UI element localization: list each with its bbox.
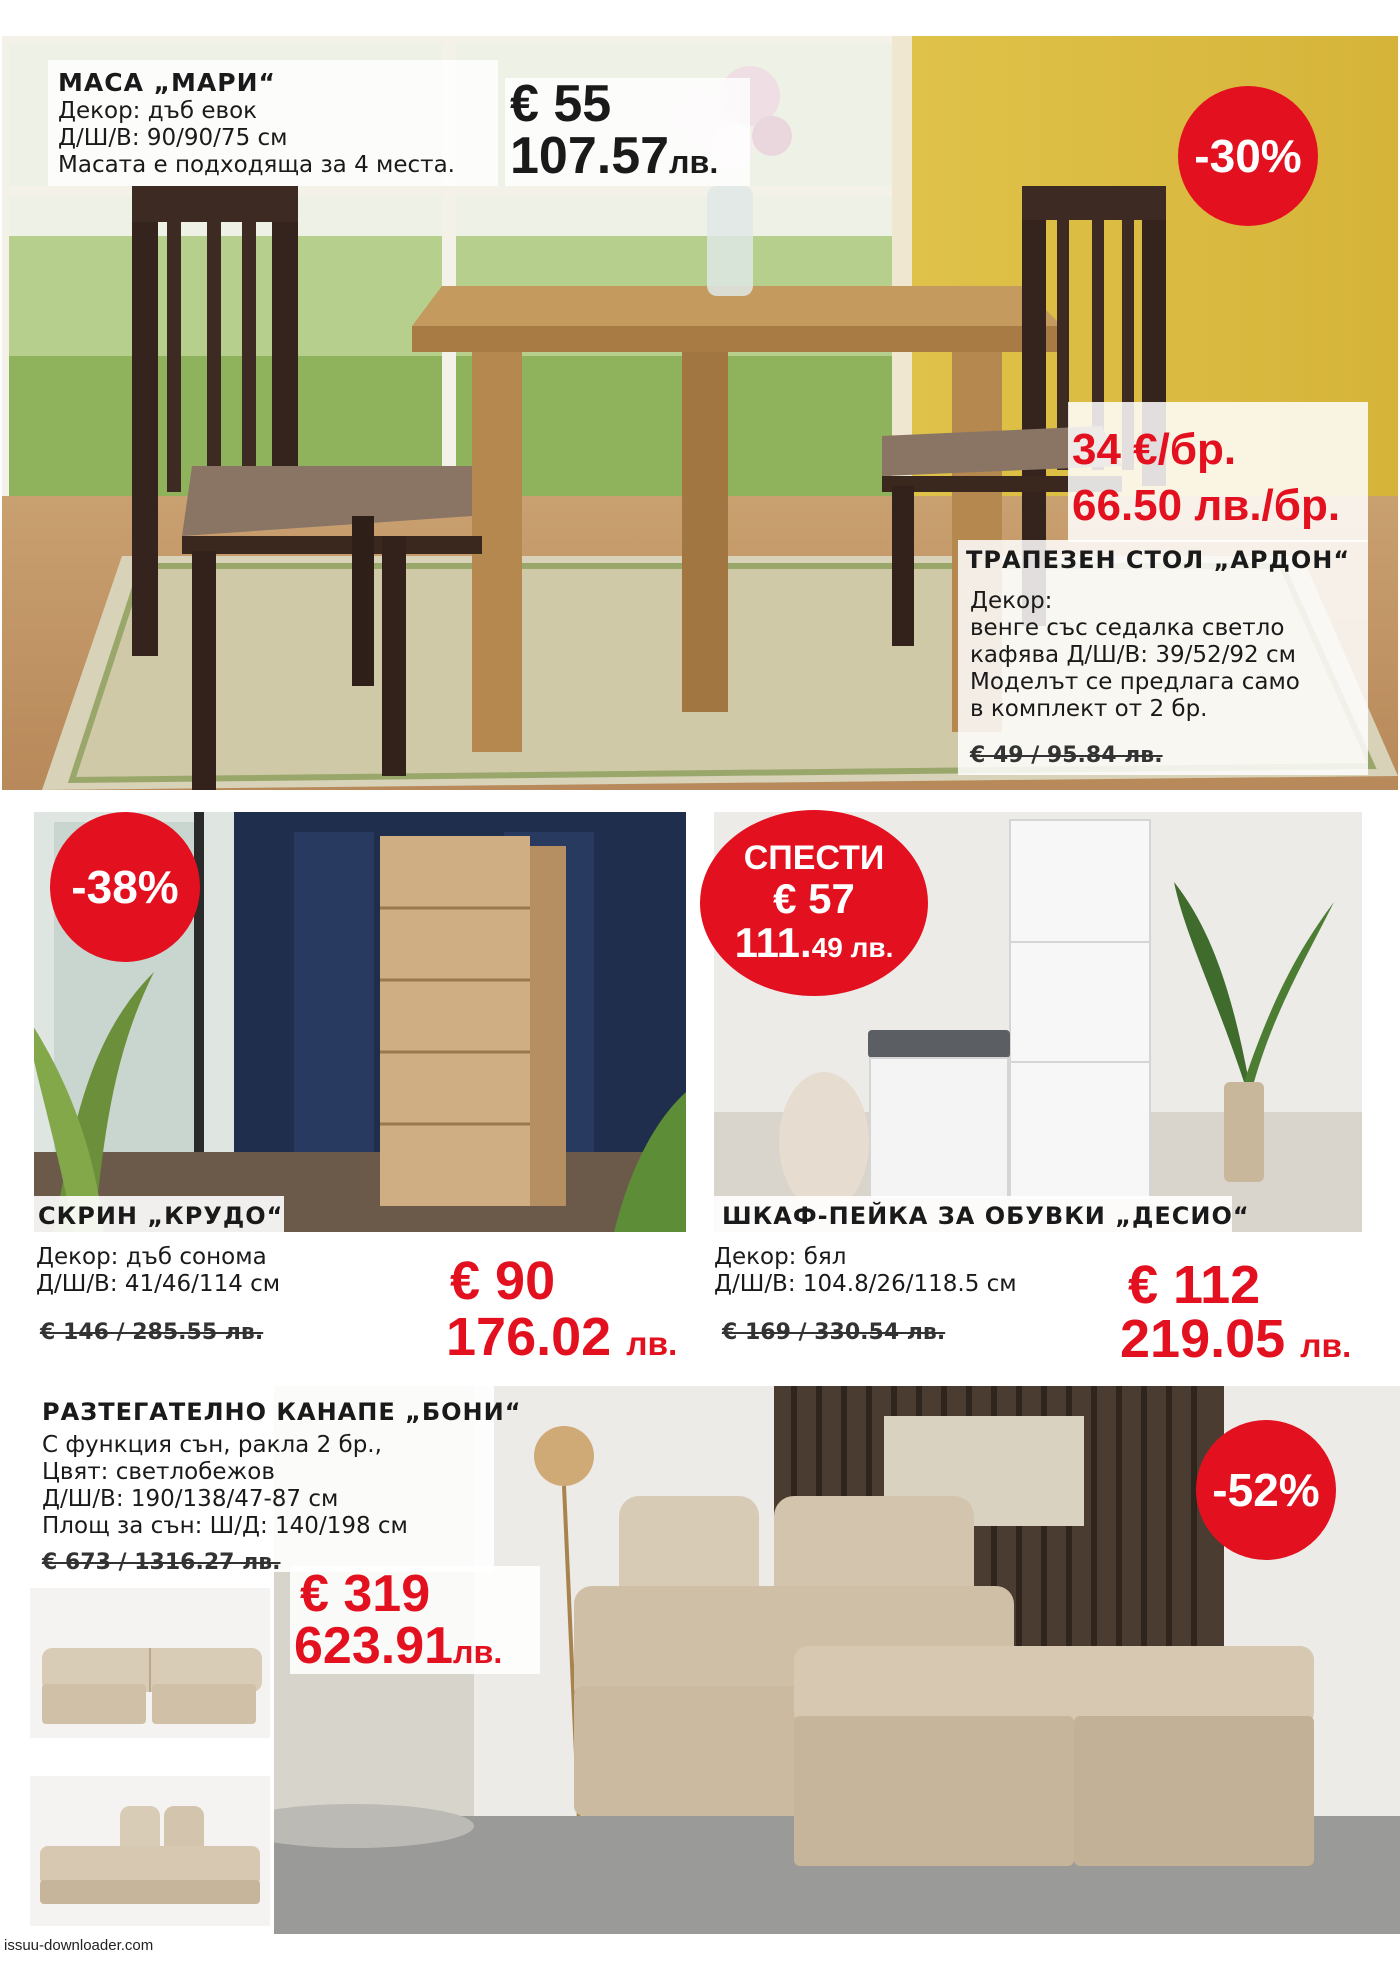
table-price-bgn-unit: лв.: [669, 144, 719, 180]
dresser-price-bgn: [446, 1307, 678, 1367]
chair-title: ТРАПЕЗЕН СТОЛ „АРДОН“: [966, 546, 1351, 574]
chair-price-eur: 34 €/бр.: [1072, 425, 1237, 474]
sofa-price-bgn-unit: лв.: [453, 1634, 503, 1670]
shoe-cabinet-description: [714, 1244, 1017, 1298]
table-price-bgn-value: 107.57: [510, 127, 670, 185]
table-price-eur: € 55: [510, 75, 612, 133]
table-desc-line: Декор: дъб евок: [58, 98, 258, 124]
chair-old-price: € 49 / 95.84 лв.: [970, 743, 1163, 768]
save-bgn-dec: 49 лв.: [811, 931, 894, 963]
source-watermark: issuu-downloader.com: [4, 1937, 154, 1954]
shoe-cabinet-desc-line: Д/Ш/В: 104.8/26/118.5 см: [714, 1271, 1017, 1297]
shoe-cabinet-price-bgn: [1120, 1309, 1352, 1369]
save-bgn: [734, 918, 894, 966]
shoe-cabinet-save-badge: [700, 810, 928, 996]
table-desc-line: Масата е подходяща за 4 места.: [58, 152, 455, 178]
dresser-price-eur: € 90: [450, 1251, 556, 1311]
sofa-description: [42, 1432, 408, 1540]
chair-description: [970, 588, 1300, 723]
dresser-desc-line: Д/Ш/В: 41/46/114 см: [36, 1271, 281, 1297]
sofa-desc-line: Цвят: светлобежов: [42, 1459, 275, 1485]
sofa-desc-line: С функция сън, ракла 2 бр.,: [42, 1432, 382, 1458]
chair-price-bgn: 66.50 лв./бр.: [1072, 481, 1341, 530]
table-price-bgn: [510, 127, 719, 185]
sofa-bed-thumbnail: [30, 1588, 270, 1738]
table-discount-badge: -30%: [1178, 86, 1318, 226]
dresser-discount-badge: -38%: [50, 812, 200, 962]
sofa-old-price: € 673 / 1316.27 лв.: [42, 1550, 281, 1575]
dresser-description: [36, 1244, 280, 1298]
table-description: [58, 98, 455, 179]
sofa-price-bgn: [294, 1617, 503, 1675]
save-bgn-int: 111.: [734, 918, 812, 966]
table-desc-line: Д/Ш/В: 90/90/75 см: [58, 125, 288, 151]
sofa-price-eur: € 319: [300, 1565, 431, 1623]
chair-desc-line: Декор:: [970, 588, 1053, 614]
save-label: СПЕСТИ: [743, 839, 885, 878]
shoe-cabinet-old-price: € 169 / 330.54 лв.: [722, 1320, 946, 1345]
shoe-cabinet-price-bgn-unit: лв.: [1300, 1328, 1352, 1365]
dresser-price-bgn-unit: лв.: [626, 1326, 678, 1363]
dresser-old-price: € 146 / 285.55 лв.: [40, 1320, 264, 1345]
dresser-title: СКРИН „КРУДО“: [38, 1202, 284, 1230]
shoe-cabinet-price-eur: € 112: [1128, 1255, 1261, 1315]
dresser-price-bgn-value: 176.02: [446, 1307, 612, 1367]
chair-desc-line: кафява Д/Ш/В: 39/52/92 см: [970, 642, 1296, 668]
shoe-cabinet-title: ШКАФ-ПЕЙКА ЗА ОБУВКИ „ДЕСИО“: [722, 1202, 1250, 1230]
sofa-desc-line: Д/Ш/В: 190/138/47-87 см: [42, 1486, 339, 1512]
dresser-desc-line: Декор: дъб сонома: [36, 1244, 267, 1270]
chair-desc-line: Моделът се предлага само: [970, 669, 1300, 695]
shoe-cabinet-desc-line: Декор: бял: [714, 1244, 847, 1270]
table-title: МАСА „МАРИ“: [58, 68, 276, 97]
chair-desc-line: в комплект от 2 бр.: [970, 696, 1208, 722]
chair-desc-line: венге със седалка светло: [970, 615, 1285, 641]
sofa-title: РАЗТЕГАТЕЛНО КАНАПЕ „БОНИ“: [42, 1398, 522, 1426]
sofa-seat-thumbnail: [30, 1776, 270, 1926]
shoe-cabinet-price-bgn-value: 219.05: [1120, 1309, 1286, 1369]
sofa-discount-badge: -52%: [1196, 1420, 1336, 1560]
sofa-price-bgn-value: 623.91: [294, 1617, 454, 1675]
save-eur: € 57: [773, 874, 855, 922]
sofa-desc-line: Площ за сън: Ш/Д: 140/198 см: [42, 1513, 408, 1539]
